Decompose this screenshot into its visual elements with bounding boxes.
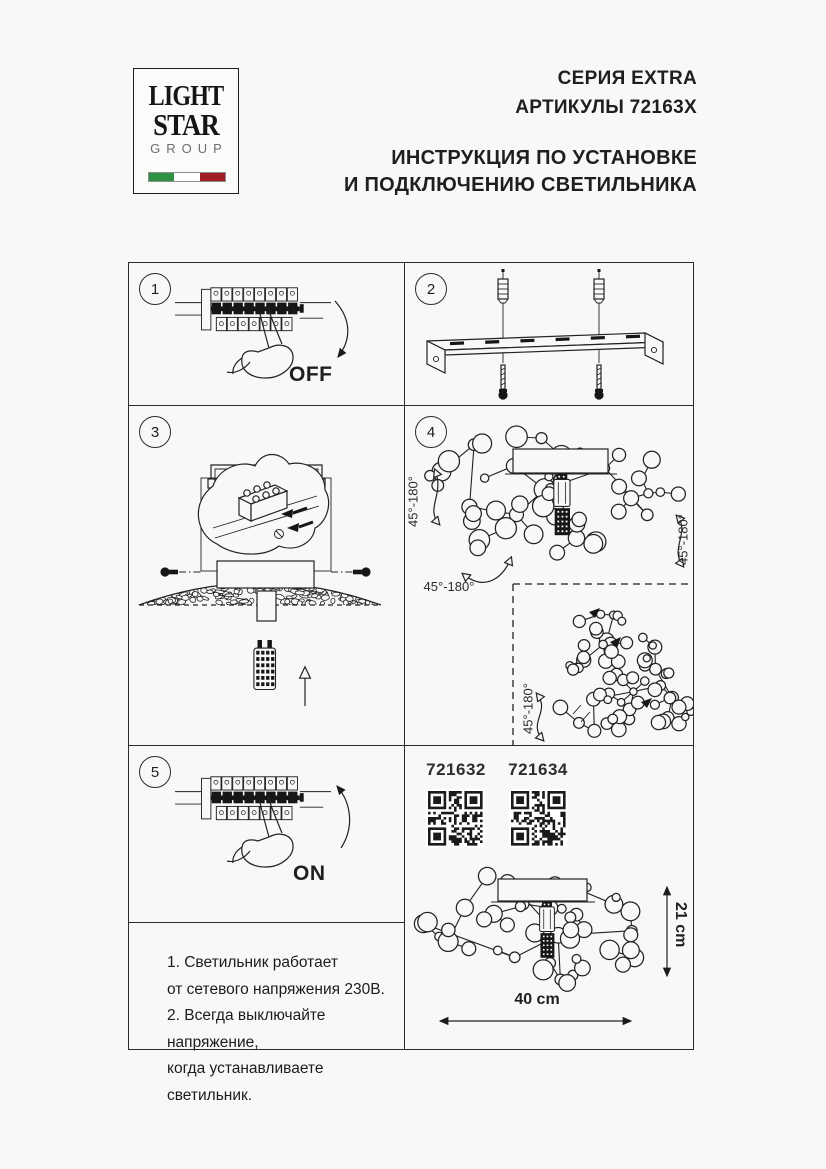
step-1-cell [129,263,405,406]
step-4-cell [405,406,693,746]
instruction-title-line2: И ПОДКЛЮЧЕНИЮ СВЕТИЛЬНИКА [343,174,697,196]
on-label: ON [293,862,326,885]
width-dimension-label: 40 cm [514,991,560,1008]
anchor-left [498,269,508,303]
qr-code-right [509,789,568,848]
lightstar-logo [133,68,239,194]
safety-notes [167,950,404,1109]
logo-word-group: GROUP [150,141,228,156]
series-title: СЕРИЯ EXTRA [557,68,697,89]
step-5-cell [129,746,405,923]
article-code-right: 721634 [508,760,568,779]
step-4-badge: 4 [415,416,447,448]
flag-white [174,173,199,181]
off-label: OFF [289,363,333,386]
step-2-cell [405,263,693,406]
qr-code-left [426,789,485,848]
instruction-title-line1: ИНСТРУКЦИЯ ПО УСТАНОВКЕ [391,147,697,169]
note-line: 1. Светильник работает [167,954,338,971]
anchor-right [594,269,604,303]
canopy-mounting-illustration [129,406,405,746]
step-3-badge: 3 [139,416,171,448]
article-code-left: 721632 [426,760,486,779]
screw-right [594,365,603,400]
flag-green [149,173,174,181]
logo-word-star: STAR [153,107,219,142]
step-1-badge: 1 [139,273,171,305]
screw-left [498,365,507,400]
note-line: когда устанавливаете светильник. [167,1060,324,1104]
safety-notes-cell [129,923,405,1104]
chandelier-rotation-illustration [405,406,693,746]
rotation-angle-label-right: 45°-180° [675,514,691,565]
note-line: 2. Всегда выключайте напряжение, [167,1007,326,1051]
product-info-cell [405,746,693,1049]
rotation-angle-label-left: 45°-180° [405,476,421,527]
flag-red [200,173,225,181]
step-5-badge: 5 [139,756,171,788]
height-dimension-label: 21 cm [672,902,689,948]
step-2-badge: 2 [415,273,447,305]
articles-title: АРТИКУЛЫ 72163X [515,97,697,118]
rotation-angle-label-bottom: 45°-180° [423,579,475,594]
logo-word-light: LIGHT [148,81,224,112]
note-line: от сетевого напряжения 230В. [167,980,385,998]
steps-grid [128,262,694,1104]
rotation-angle-label-detail: 45°-180° [520,683,536,734]
italian-flag-stripe [148,172,226,182]
step-3-cell [129,406,405,746]
bracket-illustration [405,263,693,406]
